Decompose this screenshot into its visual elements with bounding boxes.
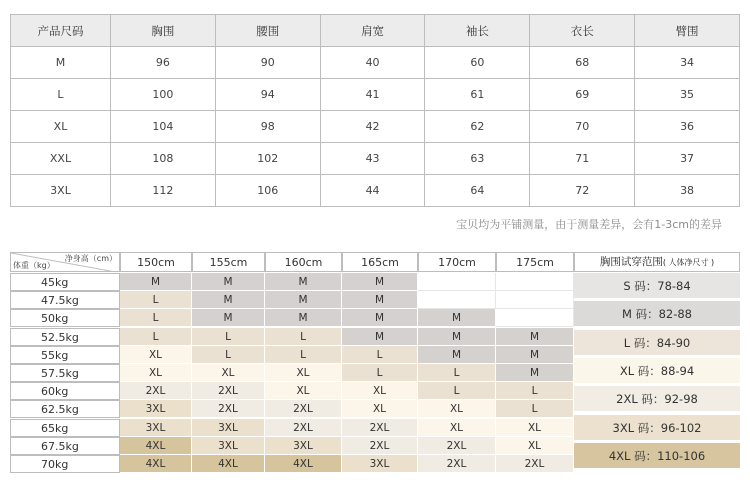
size-value-cell: 98 bbox=[215, 111, 320, 143]
fit-size-cell: M bbox=[418, 346, 496, 364]
fit-size-cell: M bbox=[496, 328, 574, 346]
fit-size-cell bbox=[418, 291, 496, 309]
size-spec-header-row bbox=[11, 15, 740, 47]
header-waist: 腰围 bbox=[215, 15, 320, 47]
fit-size-cell: M bbox=[120, 273, 192, 291]
fit-size-cell: XL bbox=[342, 382, 418, 400]
header-sleeve: 袖长 bbox=[425, 15, 530, 47]
size-value-cell: 104 bbox=[111, 111, 216, 143]
fit-size-cell bbox=[496, 291, 574, 309]
weight-label-cell: 45kg bbox=[10, 273, 120, 291]
fit-size-cell: L bbox=[120, 291, 192, 309]
fit-size-cell: M bbox=[265, 291, 342, 309]
fit-size-cell: 2XL bbox=[120, 382, 192, 400]
size-spec-row bbox=[11, 175, 740, 207]
size-value-cell: 70 bbox=[530, 111, 635, 143]
fit-size-cell: M bbox=[342, 309, 418, 327]
fit-size-cell: 4XL bbox=[265, 455, 342, 473]
fit-size-cell: L bbox=[120, 309, 192, 327]
fit-size-cell: L bbox=[418, 364, 496, 382]
fit-size-cell: 2XL bbox=[418, 437, 496, 455]
fit-size-cell: XL bbox=[418, 419, 496, 437]
size-value-cell: 68 bbox=[530, 47, 635, 79]
size-value-cell: 34 bbox=[635, 47, 740, 79]
fit-size-cell: L bbox=[342, 364, 418, 382]
height-header-cell: 155cm bbox=[192, 252, 265, 272]
fit-size-cell: L bbox=[192, 346, 265, 364]
size-value-cell: 100 bbox=[111, 79, 216, 111]
fit-size-cell: L bbox=[120, 328, 192, 346]
fit-size-cell: M bbox=[192, 291, 265, 309]
fit-size-cell: L bbox=[265, 328, 342, 346]
fit-size-cell: XL bbox=[192, 364, 265, 382]
chest-range-item: 3XL 码：96-102 bbox=[574, 415, 740, 442]
fit-size-cell: XL bbox=[496, 437, 574, 455]
size-spec-row bbox=[11, 143, 740, 175]
fit-size-cell: 4XL bbox=[120, 437, 192, 455]
weight-label-cell: 55kg bbox=[10, 346, 120, 364]
size-spec-table bbox=[10, 14, 740, 207]
fit-size-cell: L bbox=[496, 400, 574, 418]
size-value-cell: 35 bbox=[635, 79, 740, 111]
size-value-cell: 90 bbox=[215, 47, 320, 79]
fit-size-cell: M bbox=[496, 364, 574, 382]
corner-weight-label: 体重（kg） bbox=[13, 261, 55, 270]
fit-size-cell bbox=[496, 273, 574, 291]
fit-size-cell: XL bbox=[265, 382, 342, 400]
range-title-text: 胸围试穿范围 bbox=[599, 256, 663, 268]
size-value-cell: 72 bbox=[530, 175, 635, 207]
chest-range-item: 4XL 码：110-106 bbox=[574, 443, 740, 470]
size-value-cell: 108 bbox=[111, 143, 216, 175]
fit-size-cell: M bbox=[496, 346, 574, 364]
size-value-cell: 36 bbox=[635, 111, 740, 143]
fit-size-cell: L bbox=[342, 346, 418, 364]
size-label-cell: XL bbox=[11, 111, 111, 143]
weight-label-cell: 52.5kg bbox=[10, 328, 120, 346]
size-spec-row bbox=[11, 79, 740, 111]
chest-range-item: M 码：82-88 bbox=[574, 301, 740, 328]
weight-label-cell: 65kg bbox=[10, 419, 120, 437]
height-header-cell: 160cm bbox=[265, 252, 342, 272]
fit-size-cell: XL bbox=[120, 346, 192, 364]
size-value-cell: 94 bbox=[215, 79, 320, 111]
fit-size-cell: M bbox=[192, 309, 265, 327]
size-value-cell: 41 bbox=[320, 79, 425, 111]
size-value-cell: 61 bbox=[425, 79, 530, 111]
measurement-note: 宝贝均为平铺测量，由于测量差异，会有1-3cm的差异 bbox=[456, 218, 722, 231]
fit-size-cell: XL bbox=[265, 364, 342, 382]
header-size: 产品尺码 bbox=[11, 15, 111, 47]
height-header-cell: 165cm bbox=[342, 252, 418, 272]
height-header-cell: 170cm bbox=[418, 252, 496, 272]
fit-size-cell: 2XL bbox=[342, 419, 418, 437]
header-chest: 胸围 bbox=[111, 15, 216, 47]
size-value-cell: 60 bbox=[425, 47, 530, 79]
fit-size-cell: 2XL bbox=[265, 400, 342, 418]
fit-size-cell bbox=[418, 273, 496, 291]
weight-label-cell: 60kg bbox=[10, 382, 120, 400]
weight-label-cell: 47.5kg bbox=[10, 291, 120, 309]
size-label-cell: XXL bbox=[11, 143, 111, 175]
size-value-cell: 102 bbox=[215, 143, 320, 175]
fit-size-cell: 3XL bbox=[192, 437, 265, 455]
fit-size-cell: L bbox=[192, 328, 265, 346]
fit-size-cell: M bbox=[342, 273, 418, 291]
height-header-cell: 175cm bbox=[496, 252, 574, 272]
chest-range-item: 2XL 码：92-98 bbox=[574, 386, 740, 413]
fit-size-cell: L bbox=[265, 346, 342, 364]
fit-size-cell: 4XL bbox=[192, 455, 265, 473]
size-value-cell: 69 bbox=[530, 79, 635, 111]
fit-size-cell: XL bbox=[342, 400, 418, 418]
weight-label-cell: 62.5kg bbox=[10, 400, 120, 418]
fit-size-cell: 3XL bbox=[265, 437, 342, 455]
weight-label-cell: 50kg bbox=[10, 309, 120, 327]
size-spec-row bbox=[11, 111, 740, 143]
fit-size-cell: M bbox=[342, 291, 418, 309]
fit-size-cell: XL bbox=[120, 364, 192, 382]
chest-range-item: S 码：78-84 bbox=[574, 273, 740, 300]
fit-size-cell: XL bbox=[496, 419, 574, 437]
fit-size-cell: 2XL bbox=[192, 382, 265, 400]
size-value-cell: 96 bbox=[111, 47, 216, 79]
size-value-cell: 37 bbox=[635, 143, 740, 175]
fit-size-cell: M bbox=[265, 309, 342, 327]
weight-label-cell: 57.5kg bbox=[10, 364, 120, 382]
chest-range-item: L 码：84-90 bbox=[574, 330, 740, 357]
weight-label-cell: 67.5kg bbox=[10, 437, 120, 455]
size-value-cell: 38 bbox=[635, 175, 740, 207]
size-label-cell: L bbox=[11, 79, 111, 111]
size-value-cell: 64 bbox=[425, 175, 530, 207]
height-header-cell: 150cm bbox=[120, 252, 192, 272]
header-shoulder: 肩宽 bbox=[320, 15, 425, 47]
corner-height-label: 净身高（cm） bbox=[64, 254, 117, 263]
size-label-cell: 3XL bbox=[11, 175, 111, 207]
fit-size-cell: M bbox=[342, 328, 418, 346]
fit-size-cell: L bbox=[418, 382, 496, 400]
fit-size-cell: L bbox=[496, 382, 574, 400]
range-title bbox=[574, 252, 740, 272]
size-label-cell: M bbox=[11, 47, 111, 79]
weight-label-cell: 70kg bbox=[10, 455, 120, 473]
fit-size-cell: M bbox=[418, 309, 496, 327]
fit-size-cell: 2XL bbox=[192, 400, 265, 418]
range-subtitle: ( 人体净尺寸 ) bbox=[662, 258, 715, 267]
header-arm: 臂围 bbox=[635, 15, 740, 47]
fit-size-cell: 3XL bbox=[120, 400, 192, 418]
header-length: 衣长 bbox=[530, 15, 635, 47]
fit-size-cell: 4XL bbox=[120, 455, 192, 473]
size-value-cell: 112 bbox=[111, 175, 216, 207]
size-value-cell: 44 bbox=[320, 175, 425, 207]
fit-size-cell: 2XL bbox=[265, 419, 342, 437]
fit-size-cell: 2XL bbox=[342, 437, 418, 455]
fit-size-cell bbox=[496, 309, 574, 327]
size-value-cell: 42 bbox=[320, 111, 425, 143]
fit-size-cell: 2XL bbox=[496, 455, 574, 473]
size-value-cell: 40 bbox=[320, 47, 425, 79]
fit-size-cell: 3XL bbox=[192, 419, 265, 437]
fit-size-cell: 3XL bbox=[120, 419, 192, 437]
fit-size-cell: 3XL bbox=[342, 455, 418, 473]
fit-size-cell: M bbox=[418, 328, 496, 346]
fit-size-cell: M bbox=[192, 273, 265, 291]
fit-size-cell: 2XL bbox=[418, 455, 496, 473]
size-spec-row bbox=[11, 47, 740, 79]
size-value-cell: 43 bbox=[320, 143, 425, 175]
size-value-cell: 71 bbox=[530, 143, 635, 175]
grid-corner bbox=[10, 252, 120, 272]
chest-range-item: XL 码：88-94 bbox=[574, 358, 740, 385]
size-value-cell: 62 bbox=[425, 111, 530, 143]
fit-size-cell: XL bbox=[418, 400, 496, 418]
size-value-cell: 63 bbox=[425, 143, 530, 175]
size-value-cell: 106 bbox=[215, 175, 320, 207]
fit-size-cell: M bbox=[265, 273, 342, 291]
